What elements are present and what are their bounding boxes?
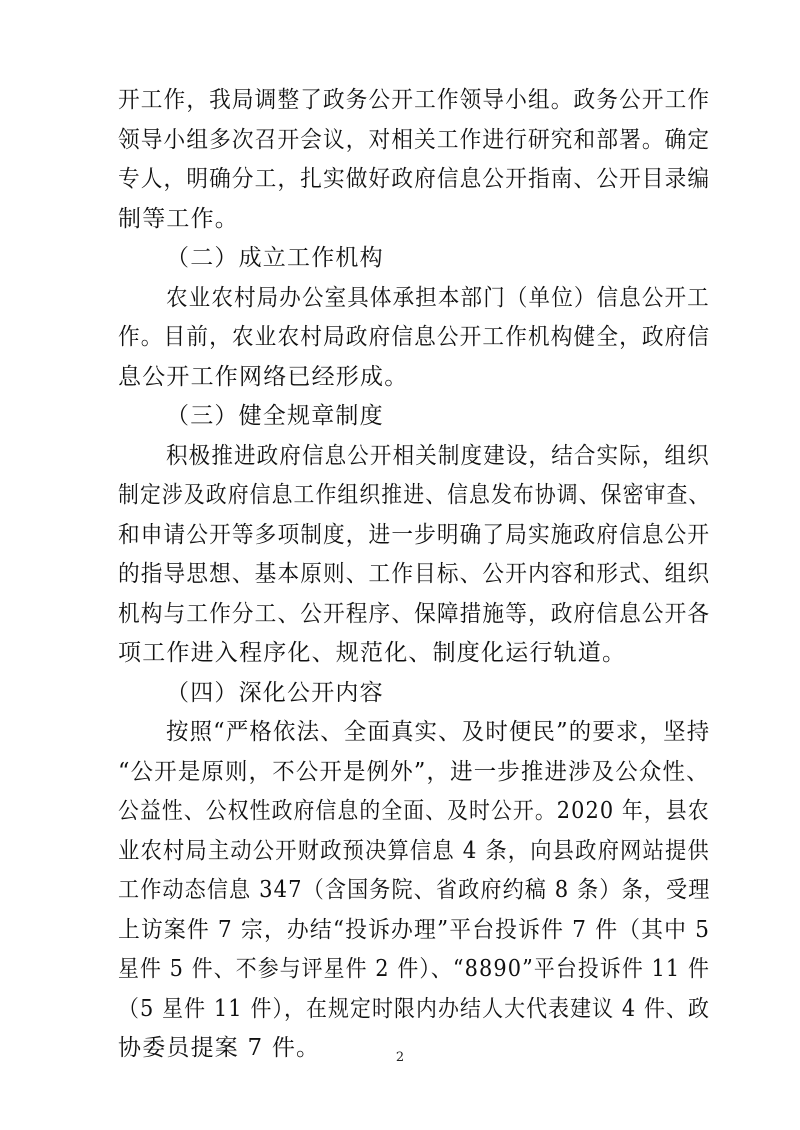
- section-heading: （三）健全规章制度: [166, 403, 384, 429]
- section-heading: （二）成立工作机构: [166, 245, 384, 271]
- body-text-line: 业农村局主动公开财政预决算信息 4 条，向县政府网站提供: [118, 837, 710, 864]
- body-text-line: 专人，明确分工，扎实做好政府信息公开指南、公开目录编: [118, 166, 711, 192]
- body-text-line: 息公开工作网络已经形成。: [118, 363, 409, 390]
- body-text-line: 工作动态信息 347（含国务院、省政府约稿 8 条）条，受理: [118, 877, 711, 903]
- body-text-line: 的指导思想、基本原则、工作目标、公开内容和形式、组织: [118, 561, 711, 587]
- body-text-line: 公益性、公权性政府信息的全面、及时公开。2020 年，县农: [118, 798, 710, 824]
- body-text-line: 开工作，我局调整了政务公开工作领导小组。政务公开工作: [118, 87, 711, 113]
- body-text-line: 机构与工作分工、公开程序、保障措施等，政府信息公开各: [118, 600, 711, 627]
- body-text-line: 星件 5 件、不参与评星件 2 件）、“8890”平台投诉件 11 件: [118, 956, 710, 982]
- body-text-line: 和申请公开等多项制度，进一步明确了局实施政府信息公开: [118, 521, 711, 548]
- paragraph-first-line: 按照“严格依法、全面真实、及时便民”的要求，坚持: [166, 719, 711, 745]
- body-text-line: 制等工作。: [118, 205, 239, 232]
- paragraph-first-line: 积极推进政府信息公开相关制度建设，结合实际，组织: [166, 442, 710, 469]
- body-text-line: 协委员提案 7 件。: [118, 1035, 321, 1061]
- body-text-line: （5 星件 11 件），在规定时限内办结人大代表建议 4 件、政: [118, 995, 711, 1022]
- body-text-line: 领导小组多次召开会议，对相关工作进行研究和部署。确定: [118, 126, 711, 153]
- body-text-line: 作。目前，农业农村局政府信息公开工作机构健全，政府信: [118, 324, 711, 350]
- body-text-line: “公开是原则，不公开是例外”，进一步推进涉及公众性、: [118, 758, 710, 785]
- body-text-line: 上访案件 7 宗，办结“投诉办理”平台投诉件 7 件（其中 5: [118, 916, 711, 943]
- paragraph-first-line: 农业农村局办公室具体承担本部门（单位）信息公开工: [166, 284, 710, 311]
- body-text-line: 项工作进入程序化、规范化、制度化运行轨道。: [118, 640, 627, 666]
- section-heading: （四）深化公开内容: [166, 679, 384, 706]
- body-text-line: 制定涉及政府信息工作组织推进、信息发布协调、保密审查、: [118, 482, 711, 508]
- page-number: 2: [395, 1050, 405, 1065]
